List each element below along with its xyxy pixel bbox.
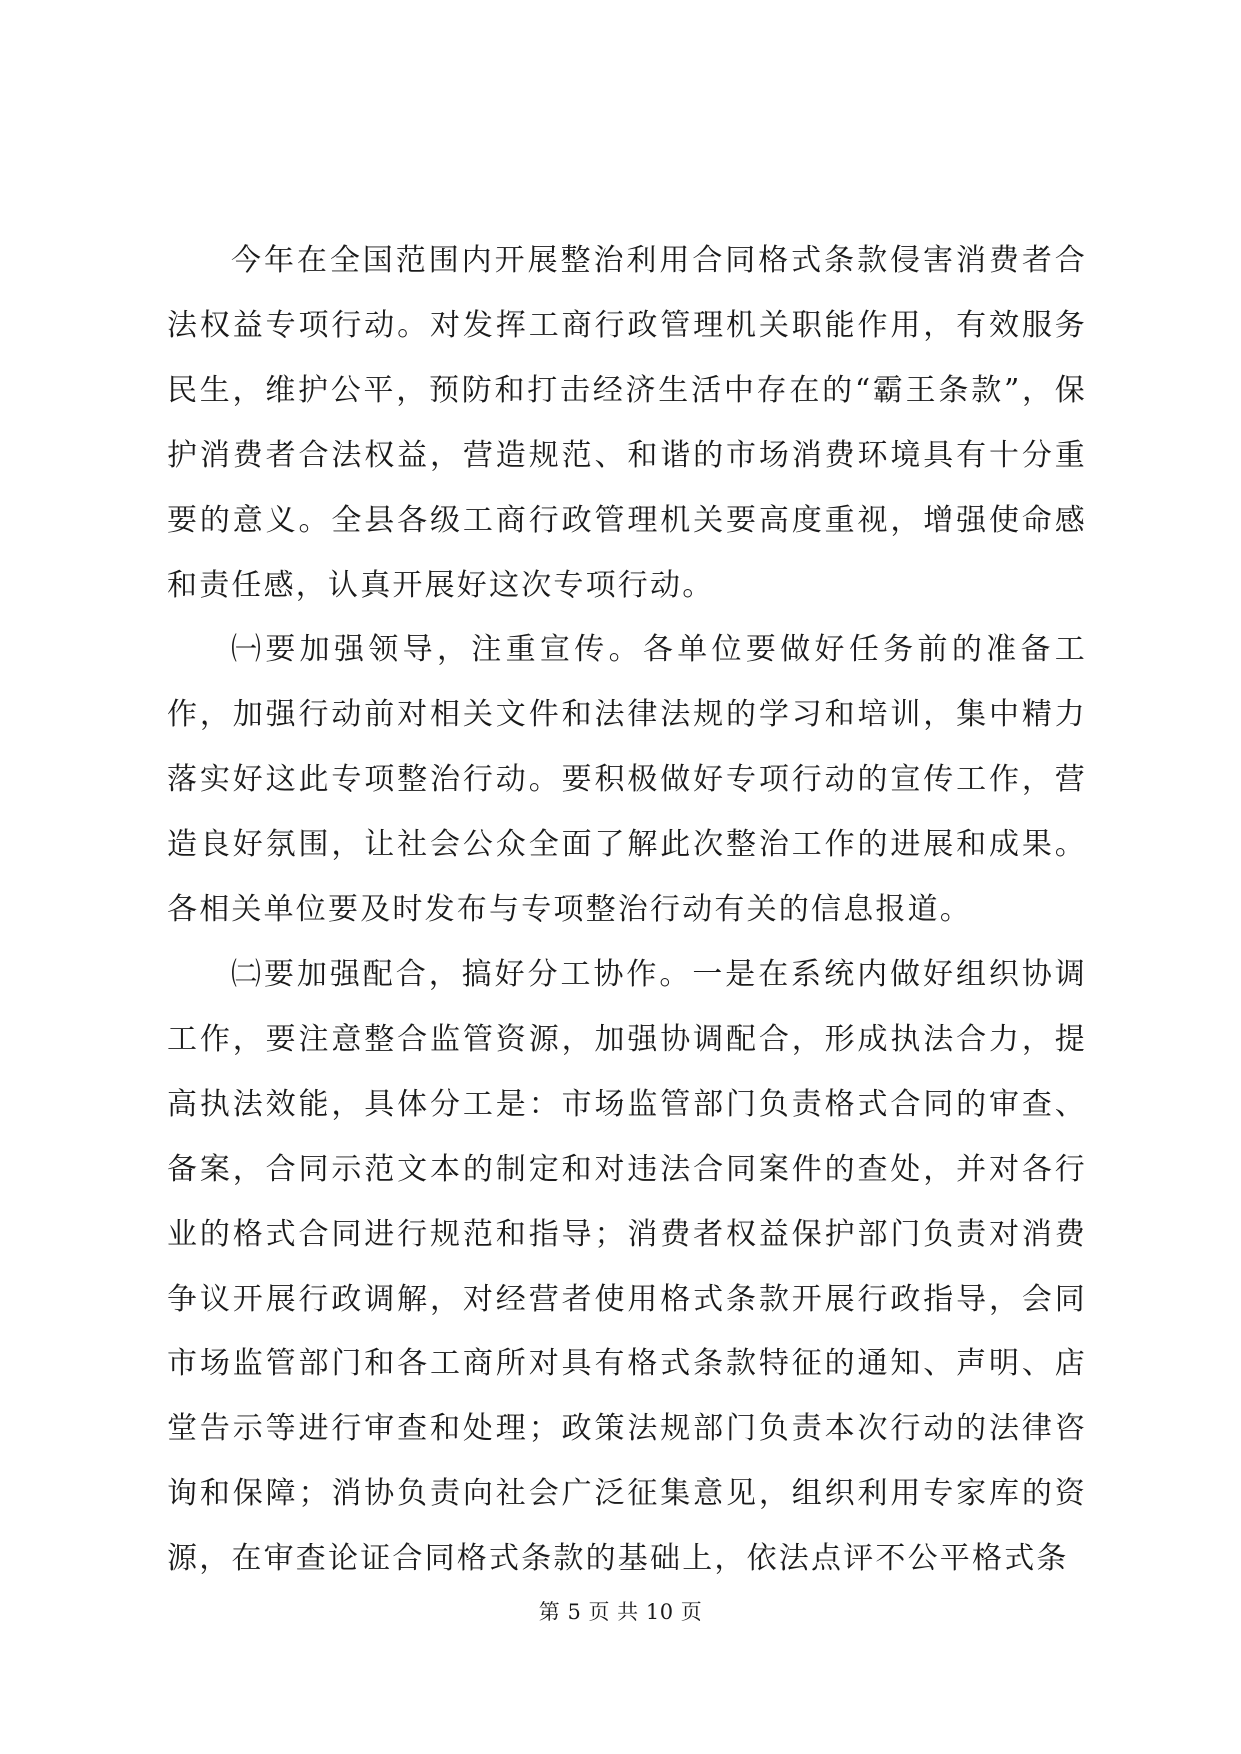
paragraph-cooperation: ㈡要加强配合，搞好分工协作。一是在系统内做好组织协调工作，要注意整合监管资源，加强协调配合，形成执法合力，提高执法效能，具体分工是：市场监管部门负责格式合同的审查、备案，合同示范文本的制定和对违法合同案件的查处，并对各行业的格式合同进行规范和指导；消费者权益保护部门负责对消费争议开展行政调解，对经营者使用格式条款开展行政指导，会同市场监管部门和各工商所对具有格式条款特征的通知、声明、店堂告示等进行审查和处理；政策法规部门负责本次行动的法律咨询和保障；消协负责向社会广泛征集意见，组织利用专家库的资源，在审查论证合同格式条款的基础上，依法点评不公平格式条 — [167, 956, 1087, 1577]
paragraph-leadership: ㈠要加强领导，注重宣传。各单位要做好任务前的准备工作，加强行动前对相关文件和法律法规的学习和培训，集中精力落实好这此专项整治行动。要积极做好专项行动的宣传工作，营造良好氛围，让社会公众全面了解此次整治工作的进展和成果。各相关单位要及时发布与专项整治行动有关的信息报道。 — [167, 632, 1087, 928]
page-footer: 第 5 页 共 10 页 — [538, 1600, 703, 1624]
paragraph-intro: 今年在全国范围内开展整治利用合同格式条款侵害消费者合法权益专项行动。对发挥工商行政管理机关职能作用，有效服务民生，维护公平，预防和打击经济生活中存在的“霸王条款”，保护消费者合法权益，营造规范、和谐的市场消费环境具有十分重要的意义。全县各级工商行政管理机关要高度重视，增强使命感和责任感，认真开展好这次专项行动。 — [167, 243, 1087, 603]
document-body — [167, 229, 1087, 1592]
